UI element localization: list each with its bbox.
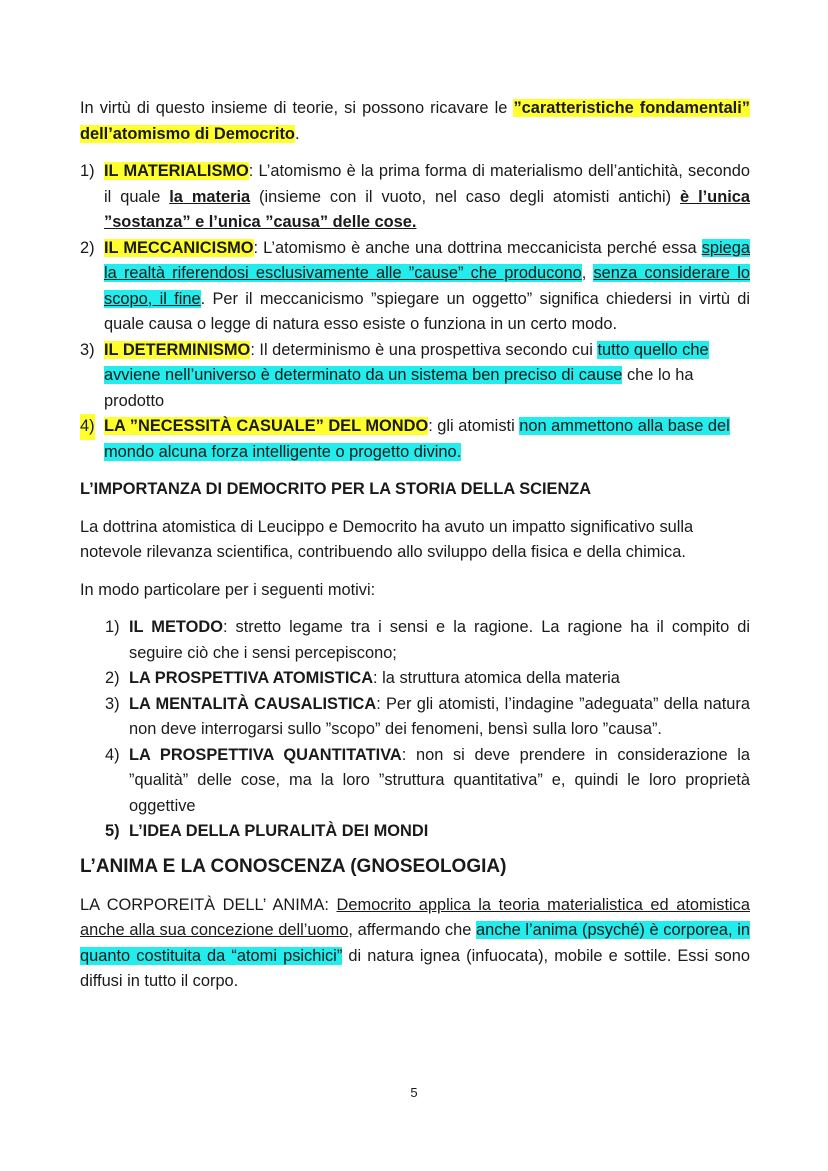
list-item-text: (insieme con il vuoto, nel caso degli atomisti antichi) [250,187,681,206]
anima-lead: LA CORPOREITÀ DELL’ ANIMA: [80,895,337,914]
list-item-text: : stretto legame tra i sensi e la ragione. La ragione ha il compito di seguire ciò che i sensi percepiscono; [129,618,750,662]
list-item-text: : gli atomisti [428,417,520,435]
list-item-title: IL DETERMINISMO [104,340,251,359]
list-item-text: : L’atomismo è anche una dottrina meccanicista perché essa [253,238,702,257]
list-item-highlight: senza considerare lo scopo, il fine [104,264,751,308]
list-item-title: IL METODO [129,618,223,636]
list-item-determinismo [80,338,750,415]
list-item-title: IL MATERIALISMO [104,162,249,180]
list-item-metodo [105,615,750,666]
anima-paragraph [80,893,750,995]
list-item-meccanicismo [80,236,750,338]
list-item-text: : L’atomismo è la prima forma di materialismo dell’antichità, secondo il quale [104,162,750,206]
list-item-number: 3) [80,340,95,359]
list-item-underlined: la materia [169,187,251,206]
intro-end: . [294,124,300,143]
list-item-text: : non si deve prendere in considerazione la ”qualità” delle cose, ma la loro ”struttura quantitativa” e, quindi le loro proprietà oggettive [129,745,750,815]
list-item-number: 5) [105,822,120,840]
motivi-paragraph: In modo particolare per i seguenti motivi: [80,580,376,599]
list-item-text: , [581,264,594,282]
anima-highlight: anche l’anima (psyché) è corporea, in quanto costituita da “atomi psichici” [80,921,750,965]
list-item-text: : la struttura atomica della materia [373,669,620,687]
page-content [80,96,750,995]
list-item-title: LA PROSPETTIVA ATOMISTICA [129,669,374,687]
list-item-materialismo [80,159,750,236]
section-heading-scienza: L’IMPORTANZA DI DEMOCRITO PER LA STORIA DELLA SCIENZA [80,480,592,498]
anima-text: , affermando che [348,921,477,939]
list-item-quantitativa [105,743,750,820]
list-item-pluralita [105,819,750,845]
list-item-number: 4) [80,414,95,440]
list-item-number: 1) [105,618,120,636]
list-item-highlight: tutto quello che avviene nell’universo è determinato da un sistema ben preciso di cause [104,340,709,384]
list-item-number: 2) [80,238,95,257]
list-item-atomistica [105,666,750,692]
list-item-number: 1) [80,162,95,180]
list-item-underlined: è l’unica ”sostanza” e l’unica ”causa” delle cose. [104,187,750,231]
list-item-highlight: spiega la realtà riferendosi esclusivamente alle ”cause” che producono [104,238,750,282]
reasons-list [105,615,750,845]
list-item-number: 3) [105,694,120,713]
list-item-title: L’IDEA DELLA PLURALITÀ DEI MONDI [129,822,429,840]
anima-underlined: Democrito applica la teoria materialistica ed atomistica anche alla sua concezione dell’uomo [80,895,750,939]
list-item-title: LA PROSPETTIVA QUANTITATIVA [129,745,402,764]
list-item-highlight: non ammettono alla base del mondo alcuna forza intelligente o progetto divino. [104,417,730,461]
list-item-title: LA MENTALITÀ CAUSALISTICA [129,694,377,713]
page-number: 5 [410,1085,418,1100]
list-item-number: 2) [105,669,120,687]
list-item-necessita [80,414,750,465]
list-item-text: che lo ha prodotto [104,366,694,410]
intro-paragraph [80,96,750,147]
scienza-paragraph: La dottrina atomistica di Leucippo e Democrito ha avuto un impatto significativo sulla notevole rilevanza scientifica, contribuendo allo sviluppo della fisica e della chimica. [80,517,694,561]
section-heading-anima: L’ANIMA E LA CONOSCENZA (GNOSEOLOGIA) [80,855,507,877]
list-item-text: : Il determinismo è una prospettiva secondo cui [250,340,598,359]
anima-text: di natura ignea (infuocata), mobile e sottile. Essi sono diffusi in tutto il corpo. [80,946,751,990]
list-item-number: 4) [105,745,120,764]
list-item-title: IL MECCANICISMO [104,238,254,257]
list-item-title: LA ”NECESSITÀ CASUALE” DEL MONDO [104,417,429,435]
list-item-text: : Per gli atomisti, l’indagine ”adeguata” della natura non deve interrogarsi sullo ”scopo” dei fenomeni, bensì sulla loro ”causa”. [129,694,750,738]
list-item-text: . Per il meccanicismo ”spiegare un oggetto” significa chiedersi in virtù di quale causa o legge di natura esso esiste o funziona in un certo modo. [104,289,750,333]
list-item-causalistica [105,692,750,743]
characteristics-list [80,159,750,465]
intro-highlight: ”caratteristiche fondamentali” dell’atomismo di Democrito [80,99,750,143]
intro-text: In virtù di questo insieme di teorie, si possono ricavare le [80,99,514,117]
